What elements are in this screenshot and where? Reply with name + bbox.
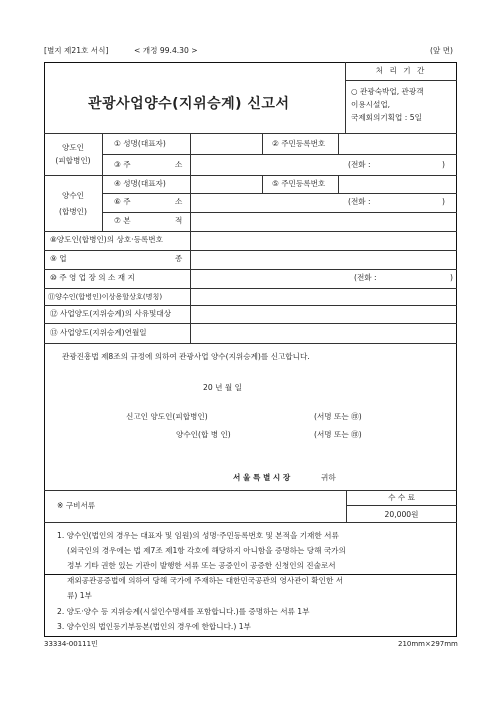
doc-item3: 3. 양수인의 법인등기부등본(법인의 경우에 한합니다.) 1부 xyxy=(57,622,251,631)
location-label: ⑩ 주 영 업 장 의 소 재 지 xyxy=(50,273,135,282)
location-phone: (전화 : xyxy=(354,273,377,282)
footer-code: 33334-00111민 xyxy=(44,640,98,648)
declaration-date: 20 년 월 일 xyxy=(203,383,242,392)
business-label: ⑨ 업 xyxy=(50,254,67,263)
transferee-sublabel: (합병인) xyxy=(59,207,87,216)
transferor-phone: (전화 : xyxy=(348,160,371,169)
transferee-id-label: ⑤ 주민등록번호 xyxy=(272,179,326,188)
declaration-text: 관광진흥법 제8조의 규정에 의하여 관광사업 양수(지위승계)를 신고합니다. xyxy=(62,352,310,361)
date-label: ⑬ 사업양도(지위승계)연월일 xyxy=(50,328,147,337)
doc-item1-line2: (외국인의 경우에는 법 제7조 제1항 각호에 해당하지 아니함을 증명하는 당해 국가의 xyxy=(67,546,346,555)
revision-note: < 개정 99.4.30 > xyxy=(134,46,198,55)
documents-heading: ※ 구비서류 xyxy=(57,501,96,510)
transferee-phone: (전화 : xyxy=(348,197,371,206)
signer2-label: 양수인(합 병 인) xyxy=(176,430,231,439)
fee-label: 수 수 료 xyxy=(388,493,415,502)
transferor-sublabel: (피합병인) xyxy=(55,156,91,165)
transferee-address-label2: 소 xyxy=(175,197,183,206)
processing-line2: 이용시설업, xyxy=(351,100,391,109)
form-title: 관광사업양수(지위승계) 신고서 xyxy=(88,96,290,112)
recipient: 서 울 특 별 시 장 xyxy=(233,473,291,482)
form-number: [별지 제21호 서식] xyxy=(44,46,109,55)
transferee-name-label: ④ 성명(대표자) xyxy=(114,179,166,188)
footer-paper: 210mm×297mm xyxy=(398,640,458,648)
processing-heading: 처 리 기 간 xyxy=(375,66,427,75)
doc-item1-line1: 1. 양수인(법인의 경우는 대표자 및 임원)의 성명·주민등록번호 및 본적을 기재한 서류 xyxy=(57,531,339,540)
transferor-address-label2: 소 xyxy=(175,160,183,169)
business-label2: 종 xyxy=(175,254,183,263)
doc-item1-line3: 정부 기타 권한 있는 기관이 발행한 서류 또는 공증인이 공증한 신청인의 진술로서 xyxy=(67,561,336,570)
reason-label: ⑫ 사업양도(지위승계)의 사유및대상 xyxy=(50,309,172,318)
executives-label: ⑪양수인(합병인)이상용할상호(명칭) xyxy=(48,292,163,301)
doc-item1-line5: 류) 1부 xyxy=(67,591,92,600)
recipient-suffix: 귀하 xyxy=(321,473,336,482)
transferor-id-label: ② 주민등록번호 xyxy=(272,139,326,148)
transferor-name-label: ① 성명(대표자) xyxy=(114,139,166,148)
processing-line1: ○ 관광숙박업, 관광객 xyxy=(351,87,424,96)
transferee-phone-close: ) xyxy=(442,197,445,206)
transferee-domicile-label: ⑦ 본 xyxy=(114,216,131,225)
transferor-label: 양도인 xyxy=(61,143,84,152)
signer1-label: 신고인 양도인(피합병인) xyxy=(126,412,208,421)
location-phone-close: ) xyxy=(450,273,453,282)
doc-item1-line4: 재외공관공증법에 의하여 당해 국가에 주재하는 대한민국공관의 영사관이 확인한 서 xyxy=(67,576,344,585)
signer2-seal: (서명 또는 ㊞) xyxy=(314,430,362,439)
signer1-seal: (서명 또는 ㊞) xyxy=(314,412,362,421)
fee-value: 20,000원 xyxy=(384,510,419,519)
transferor-address-label: ③ 주 xyxy=(114,160,131,169)
transferor-phone-close: ) xyxy=(442,160,445,169)
page-side: (앞 면) xyxy=(430,46,454,55)
transferee-label: 양수인 xyxy=(61,191,84,200)
processing-line3: 국제회의기획업 : 5일 xyxy=(351,113,422,122)
trade-name-label: ⑧양도인(합병인)의 상호·등록번호 xyxy=(50,235,163,244)
doc-item2: 2. 양도·양수 등 지위승계(시설인수명세를 포함합니다.)를 증명하는 서류 1부 xyxy=(57,607,310,616)
transferee-domicile-label2: 적 xyxy=(175,216,183,225)
transferee-address-label: ⑥ 주 xyxy=(114,197,131,206)
